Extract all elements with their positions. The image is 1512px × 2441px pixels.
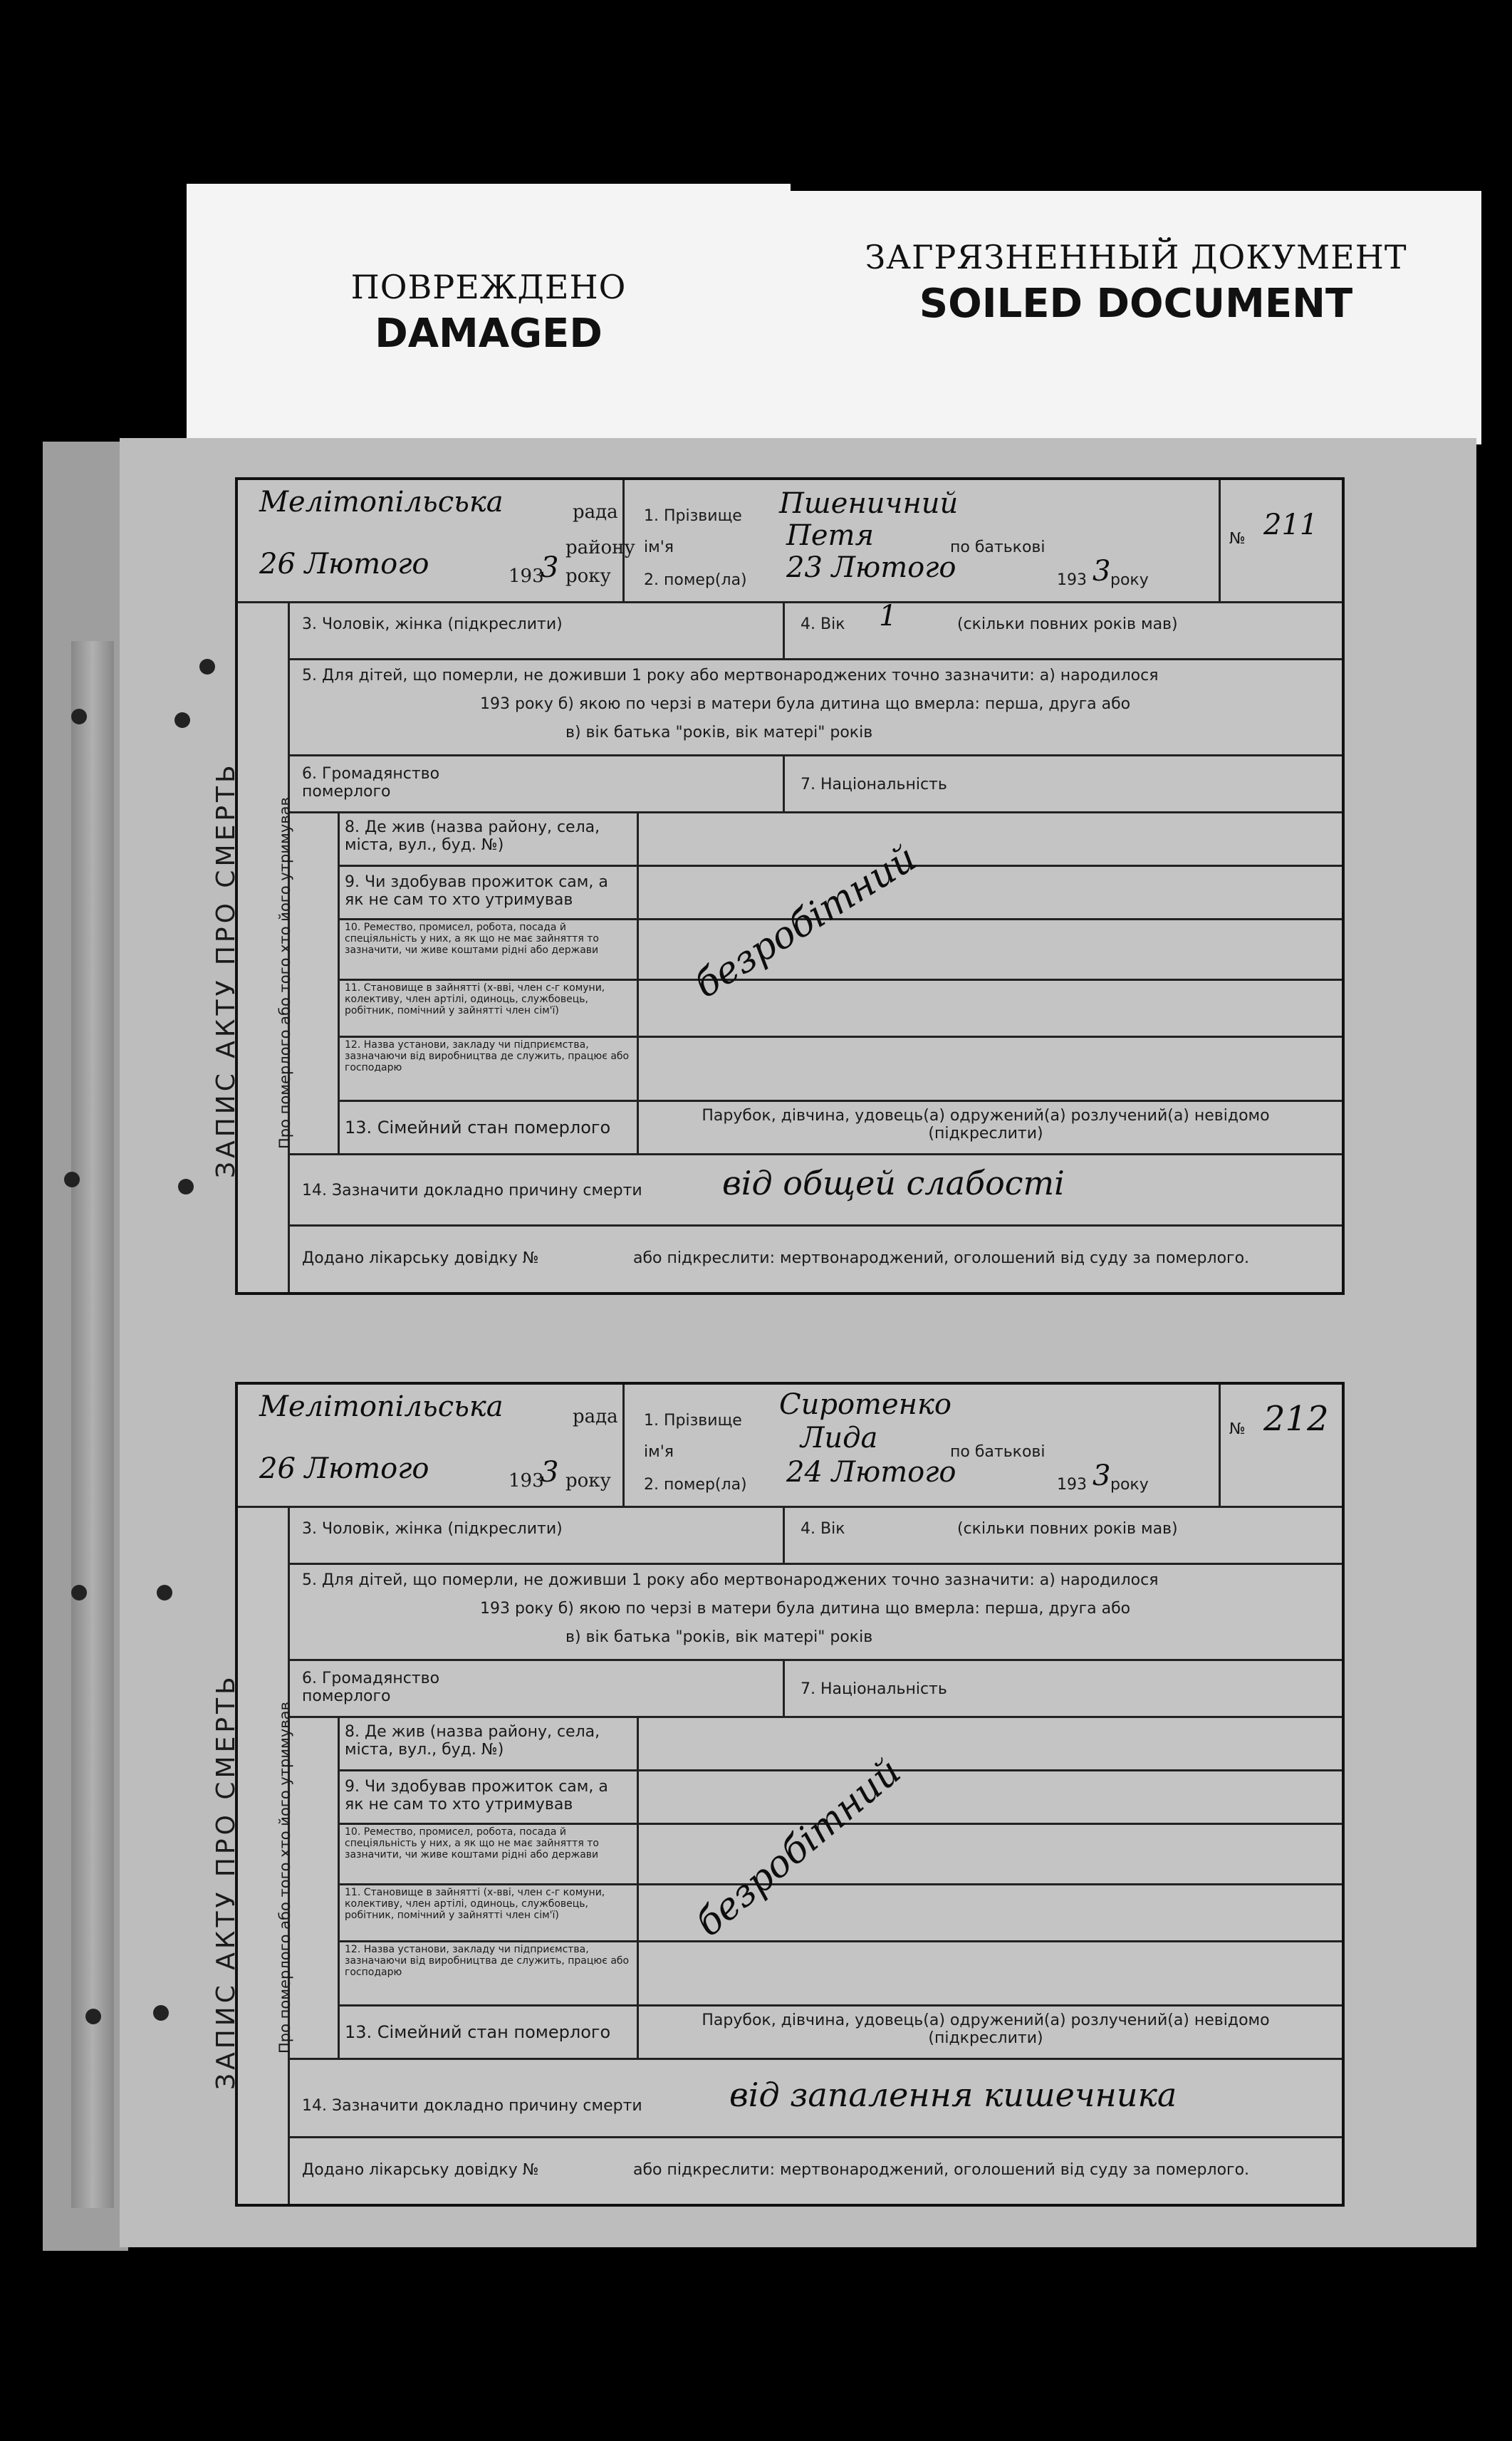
death-roku-label: року (1110, 571, 1149, 589)
death-record-form-2 (212, 1382, 1345, 2207)
header-registry-cell (238, 1385, 625, 1506)
name-value: Лида (801, 1422, 878, 1454)
subsidebar-title: Про померлого або того хто його утримував (276, 797, 293, 1149)
damaged-label-ru: ПОВРЕЖДЕНО (350, 268, 627, 306)
number-label: № (1229, 530, 1246, 548)
employment-status-field: 11. Становище в зайнятті (х-вві, член с-г комуни, колективу, член артілі, одиноць, службовець, робітник, помічний у зайнятті член сім'ї) (345, 982, 605, 1016)
name-label: ім'я (644, 1443, 674, 1461)
age-suffix: (скільки повних років мав) (957, 1520, 1178, 1538)
row-divider (288, 2058, 1342, 2060)
age-value: 1 (879, 600, 897, 633)
subsidebar-title: Про померлого або того хто його утримував (276, 1702, 293, 2054)
form-header (238, 480, 1342, 603)
child-info-line3: в) вік батька "років, вік матері" років (565, 724, 873, 741)
name-value: Петя (786, 519, 874, 552)
cause-of-death-label: 14. Зазначити докладно причину смерти (302, 1182, 642, 1199)
row-divider (288, 754, 1342, 756)
registration-date: 26 Лютого (259, 548, 429, 581)
divider (783, 1506, 785, 1563)
occupation-field: 10. Ремество, промисел, робота, посада й спеціяльність у них, а як що не має зайняття то зазначити, чи живе коштами рідні або держави (345, 922, 599, 956)
punch-hole (85, 2009, 101, 2024)
row-divider (338, 865, 1342, 867)
child-info-line1: 5. Для дітей, що померли, не доживши 1 року або мертвонароджених точно зазначити: а) народилося (302, 667, 1159, 685)
row-divider (338, 1100, 1342, 1102)
occupation-value: безробітний (688, 1750, 909, 1945)
death-date-value: 24 Лютого (786, 1456, 956, 1489)
cause-of-death-label: 14. Зазначити докладно причину смерти (302, 2097, 642, 2115)
rada-label: рада (573, 1406, 618, 1427)
registration-year-suffix: 3 (541, 1456, 559, 1489)
record-number: 212 (1263, 1399, 1329, 1439)
death-year-prefix: 193 (1057, 1476, 1087, 1494)
employer-field: 12. Назва установи, закладу чи підприємства, зазначаючи від виробництва де служить, працює або господарю (345, 1944, 630, 1978)
damaged-label-en: DAMAGED (375, 311, 603, 357)
damaged-label (187, 184, 791, 440)
death-year-suffix: 3 (1093, 555, 1111, 588)
registration-year-suffix: 3 (541, 551, 559, 584)
row-divider (338, 2004, 1342, 2007)
divider (783, 1659, 785, 1716)
row-divider (288, 811, 1342, 813)
soiled-label-en: SOILED DOCUMENT (919, 281, 1353, 327)
medical-certificate-label: Додано лікарську довідку № (302, 2161, 539, 2179)
age-label: 4. Вік (801, 1520, 845, 1538)
row-divider (288, 1716, 1342, 1718)
row-divider (338, 1036, 1342, 1038)
soiled-label (791, 191, 1481, 444)
child-info-line3: в) вік батька "років, вік матері" років (565, 1628, 873, 1646)
name-label: ім'я (644, 538, 674, 556)
row-divider (288, 1224, 1342, 1227)
punch-hole (174, 712, 190, 728)
soiled-label-ru: ЗАГРЯЗНЕННЫЙ ДОКУМЕНТ (865, 238, 1407, 276)
patronymic-label: по батькові (950, 1443, 1046, 1461)
occupation-field: 10. Ремество, промисел, робота, посада й спеціяльність у них, а як що не має зайняття то зазначити, чи живе коштами рідні або держави (345, 1826, 599, 1860)
sidebar-title: ЗАПИС АКТУ ПРО СМЕРТЬ (212, 1673, 241, 2090)
sex-field: 3. Чоловік, жінка (підкреслити) (302, 1520, 563, 1538)
sidebar-title: ЗАПИС АКТУ ПРО СМЕРТЬ (212, 761, 241, 1178)
punch-hole (157, 1585, 172, 1601)
row-divider (288, 1659, 1342, 1661)
sex-field: 3. Чоловік, жінка (підкреслити) (302, 615, 563, 633)
punch-hole (178, 1179, 194, 1195)
marital-status-options: Парубок, дівчина, удовець(а) одружений(а) розлучений(а) невідомо (підкреслити) (702, 1107, 1270, 1143)
divider (783, 601, 785, 658)
child-info-line2: 193 року б) якою по черзі в матери була дитина що вмерла: перша, друга або (480, 1600, 1131, 1618)
punch-hole (153, 2005, 169, 2021)
divider (637, 811, 639, 1153)
marital-status-field: 13. Сімейний стан померлого (345, 2022, 611, 2042)
record-number-cell (1219, 480, 1342, 601)
form-subsidebar (276, 1702, 340, 2058)
death-year-suffix: 3 (1093, 1459, 1111, 1492)
died-label: 2. помер(ла) (644, 571, 747, 589)
row-divider (338, 1769, 1342, 1771)
employer-field: 12. Назва установи, закладу чи підприємства, зазначаючи від виробництва де служить, працює або господарю (345, 1039, 630, 1073)
death-year-prefix: 193 (1057, 571, 1087, 589)
binding-strip (71, 641, 114, 2208)
roku-label: року (565, 1470, 611, 1492)
row-divider (288, 1563, 1342, 1565)
marital-status-options: Парубок, дівчина, удовець(а) одружений(а) розлучений(а) невідомо (підкреслити) (702, 2011, 1270, 2047)
surname-label: 1. Прізвище (644, 1412, 742, 1430)
death-roku-label: року (1110, 1476, 1149, 1494)
residence-field: 8. Де жив (назва району, села, міста, вул., буд. №) (345, 1723, 600, 1759)
employment-status-field: 11. Становище в зайнятті (х-вві, член с-г комуни, колективу, член артілі, одиноць, службовець, робітник, помічний у зайнятті член сім'ї) (345, 1887, 605, 1921)
age-suffix: (скільки повних років мав) (957, 615, 1178, 633)
form-subsidebar (276, 797, 340, 1153)
age-label: 4. Вік (801, 615, 845, 633)
surname-label: 1. Прізвище (644, 507, 742, 525)
form-header (238, 1385, 1342, 1508)
punch-hole (199, 659, 215, 675)
cause-of-death-value: від запалення кишечника (729, 2076, 1177, 2114)
row-divider (288, 658, 1342, 660)
surname-value: Сиротенко (779, 1388, 951, 1421)
row-divider (288, 2136, 1342, 2138)
medical-certificate-rest: або підкреслити: мертвонароджений, оголошений від суду за померлого. (633, 2161, 1250, 2179)
roku-label: року (565, 566, 611, 587)
nationality-field: 7. Національність (801, 1680, 947, 1698)
year-prefix: 193 (509, 566, 544, 587)
record-number-cell (1219, 1385, 1342, 1506)
rada-name: Мелітопільська (259, 1390, 504, 1423)
cause-of-death-value: від общей слабості (722, 1164, 1065, 1202)
citizenship-field: 6. Громадянство померлого (302, 765, 440, 801)
divider (637, 1716, 639, 2058)
row-divider (338, 1883, 1342, 1885)
occupation-value: безробітний (687, 836, 924, 1007)
livelihood-field: 9. Чи здобував прожиток сам, а як не сам то хто утримував (345, 873, 608, 909)
child-info-line2: 193 року б) якою по черзі в матери була дитина що вмерла: перша, друга або (480, 695, 1131, 713)
livelihood-field: 9. Чи здобував прожиток сам, а як не сам то хто утримував (345, 1778, 608, 1813)
header-registry-cell (238, 480, 635, 601)
marital-status-field: 13. Сімейний стан померлого (345, 1118, 611, 1138)
patronymic-label: по батькові (950, 538, 1046, 556)
year-prefix: 193 (509, 1470, 544, 1492)
punch-hole (64, 1172, 80, 1187)
nationality-field: 7. Національність (801, 776, 947, 793)
residence-field: 8. Де жив (назва району, села, міста, вул., буд. №) (345, 818, 600, 854)
divider (783, 754, 785, 811)
death-date-value: 23 Лютого (786, 551, 956, 584)
rada-label: рада (573, 501, 618, 523)
registration-date: 26 Лютого (259, 1452, 429, 1485)
number-label: № (1229, 1420, 1246, 1438)
death-record-form-1 (212, 477, 1345, 1295)
surname-value: Пшеничний (779, 487, 959, 520)
punch-hole (71, 709, 87, 724)
raionu-label: району (565, 537, 635, 558)
rada-name: Мелітопільська (259, 486, 504, 519)
row-divider (338, 1940, 1342, 1942)
citizenship-field: 6. Громадянство померлого (302, 1670, 440, 1705)
record-number: 211 (1263, 509, 1318, 541)
child-info-line1: 5. Для дітей, що померли, не доживши 1 року або мертвонароджених точно зазначити: а) народилося (302, 1571, 1159, 1589)
died-label: 2. помер(ла) (644, 1476, 747, 1494)
medical-certificate-rest: або підкреслити: мертвонароджений, оголошений від суду за померлого. (633, 1249, 1250, 1267)
medical-certificate-label: Додано лікарську довідку № (302, 1249, 539, 1267)
row-divider (288, 1153, 1342, 1155)
row-divider (338, 979, 1342, 981)
punch-hole (71, 1585, 87, 1601)
